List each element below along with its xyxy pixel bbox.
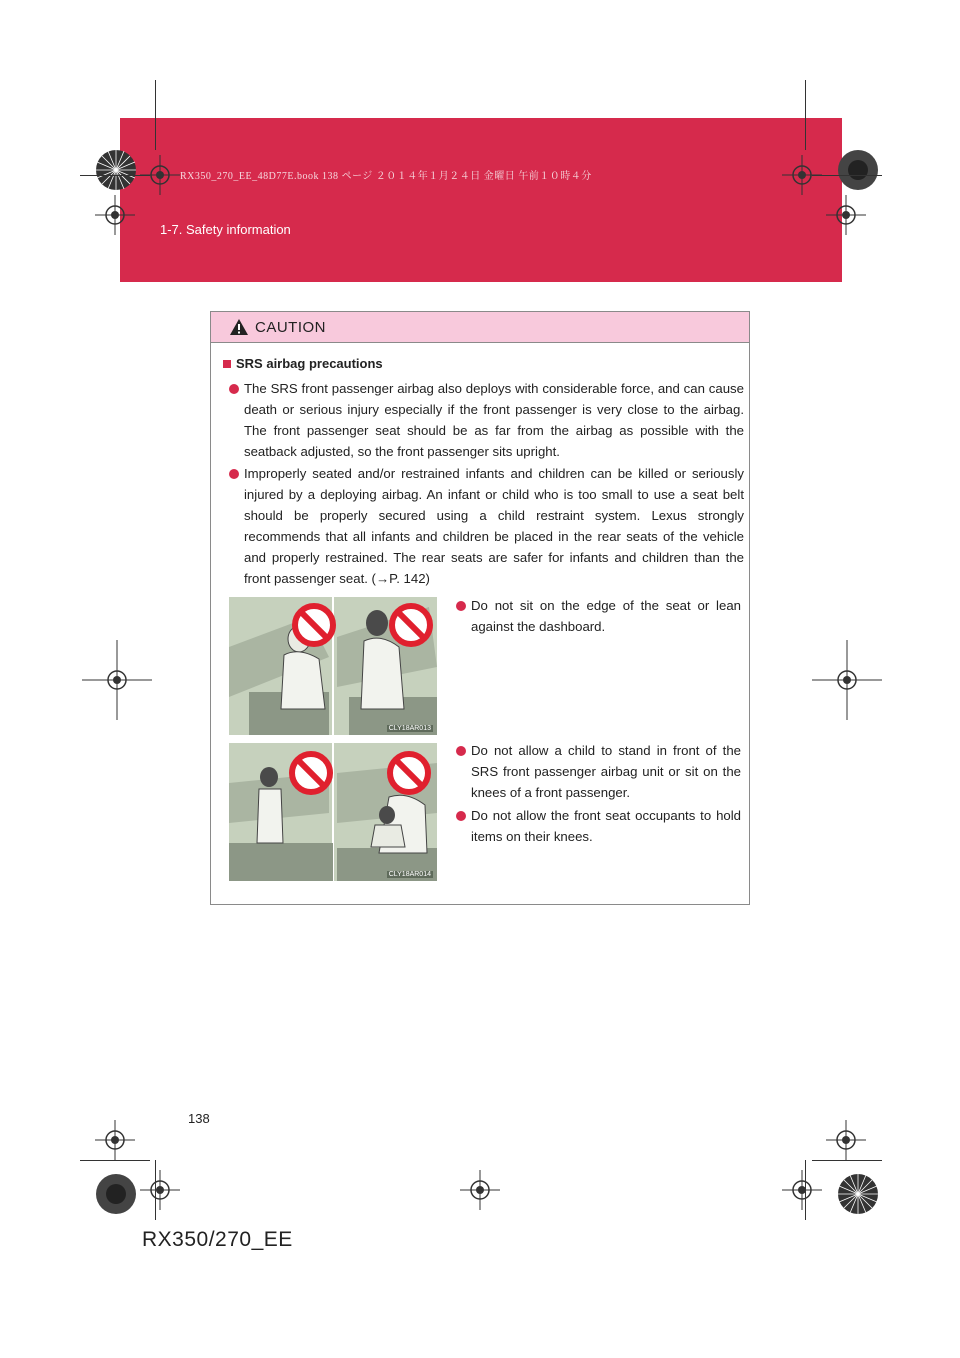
registration-mark-right-lower — [826, 1120, 866, 1160]
subheading — [223, 356, 383, 371]
square-bullet-icon — [223, 360, 231, 368]
crop-line — [805, 80, 806, 150]
registration-mark-left-middle — [82, 640, 152, 720]
bullet-dot-icon — [229, 469, 239, 479]
caution-header — [211, 312, 749, 343]
subheading-text: SRS airbag precautions — [236, 356, 383, 371]
header-band — [120, 118, 842, 282]
registration-mark-top-left-rosette — [86, 140, 146, 200]
bullet-dot-icon — [456, 601, 466, 611]
bullet-text: Do not allow the front seat occupants to hold items on their knees. — [471, 808, 741, 844]
warning-triangle-icon — [229, 318, 249, 336]
crop-line — [155, 1160, 156, 1220]
registration-mark-right-middle — [812, 640, 882, 720]
registration-mark-left-lower — [95, 1120, 135, 1160]
registration-mark-bottom-left-rosette — [86, 1164, 146, 1224]
bullet-item — [244, 463, 744, 589]
crop-line — [80, 1160, 150, 1161]
figure-code: CLY18AR013 — [388, 725, 431, 732]
crop-line — [80, 175, 150, 176]
bullet-item — [244, 378, 744, 462]
caution-title: CAUTION — [255, 318, 326, 336]
bullet-text: The SRS front passenger airbag also deploys with considerable force, and can cause death or serious injury especially if the front passenger is very close to the airbag. The front passenger seat should be as far from the airbag as possible with the seatback adjusted, so the front passenger sits upright. — [244, 381, 744, 459]
crop-line — [805, 1160, 806, 1220]
section-title: 1-7. Safety information — [160, 222, 291, 237]
figure-code: CLY18AR014 — [388, 871, 431, 878]
crop-line — [812, 175, 882, 176]
caution-box — [210, 311, 750, 905]
page-number: 138 — [188, 1111, 210, 1126]
book-info: RX350_270_EE_48D77E.book 138 ページ ２０１４年１月２４日 金曜日 午前１０時４分 — [180, 171, 592, 182]
bullet-text: Do not sit on the edge of the seat or lean against the dashboard. — [471, 598, 741, 634]
registration-mark-bottom-left-crosshair — [140, 1170, 180, 1210]
registration-mark-bottom-center-crosshair — [460, 1170, 500, 1210]
bullet-item — [471, 805, 741, 847]
bullet-text: Improperly seated and/or restrained infants and children can be killed or seriously injured by a deploying airbag. An infant or child who is too small to use a seat belt should be properly secured using a child restraint system. Lexus strongly recommends that all infants and children be placed in the rear seats of the vehicle and properly restrained. The rear seats are safer for infants and children than the front passenger seat. (→P. 142) — [244, 466, 744, 586]
bullet-text: Do not allow a child to stand in front of the SRS front passenger airbag unit or sit on the knees of a front passenger. — [471, 743, 741, 800]
registration-mark-bottom-right-rosette — [828, 1164, 888, 1224]
registration-mark-top-right-rosette — [828, 140, 888, 200]
registration-mark-bottom-right-crosshair — [782, 1170, 822, 1210]
model-code: RX350/270_EE — [142, 1228, 293, 1251]
bullet-dot-icon — [456, 811, 466, 821]
bullet-item — [471, 595, 741, 637]
crop-line — [812, 1160, 882, 1161]
registration-mark-right-upper — [826, 195, 866, 235]
bullet-dot-icon — [456, 746, 466, 756]
crop-line — [155, 80, 156, 150]
bullet-dot-icon — [229, 384, 239, 394]
illustration-child-in-front-seat — [229, 743, 437, 881]
illustration-sitting-on-seat-edge — [229, 597, 437, 735]
registration-mark-left-upper — [95, 195, 135, 235]
bullet-item — [471, 740, 741, 803]
